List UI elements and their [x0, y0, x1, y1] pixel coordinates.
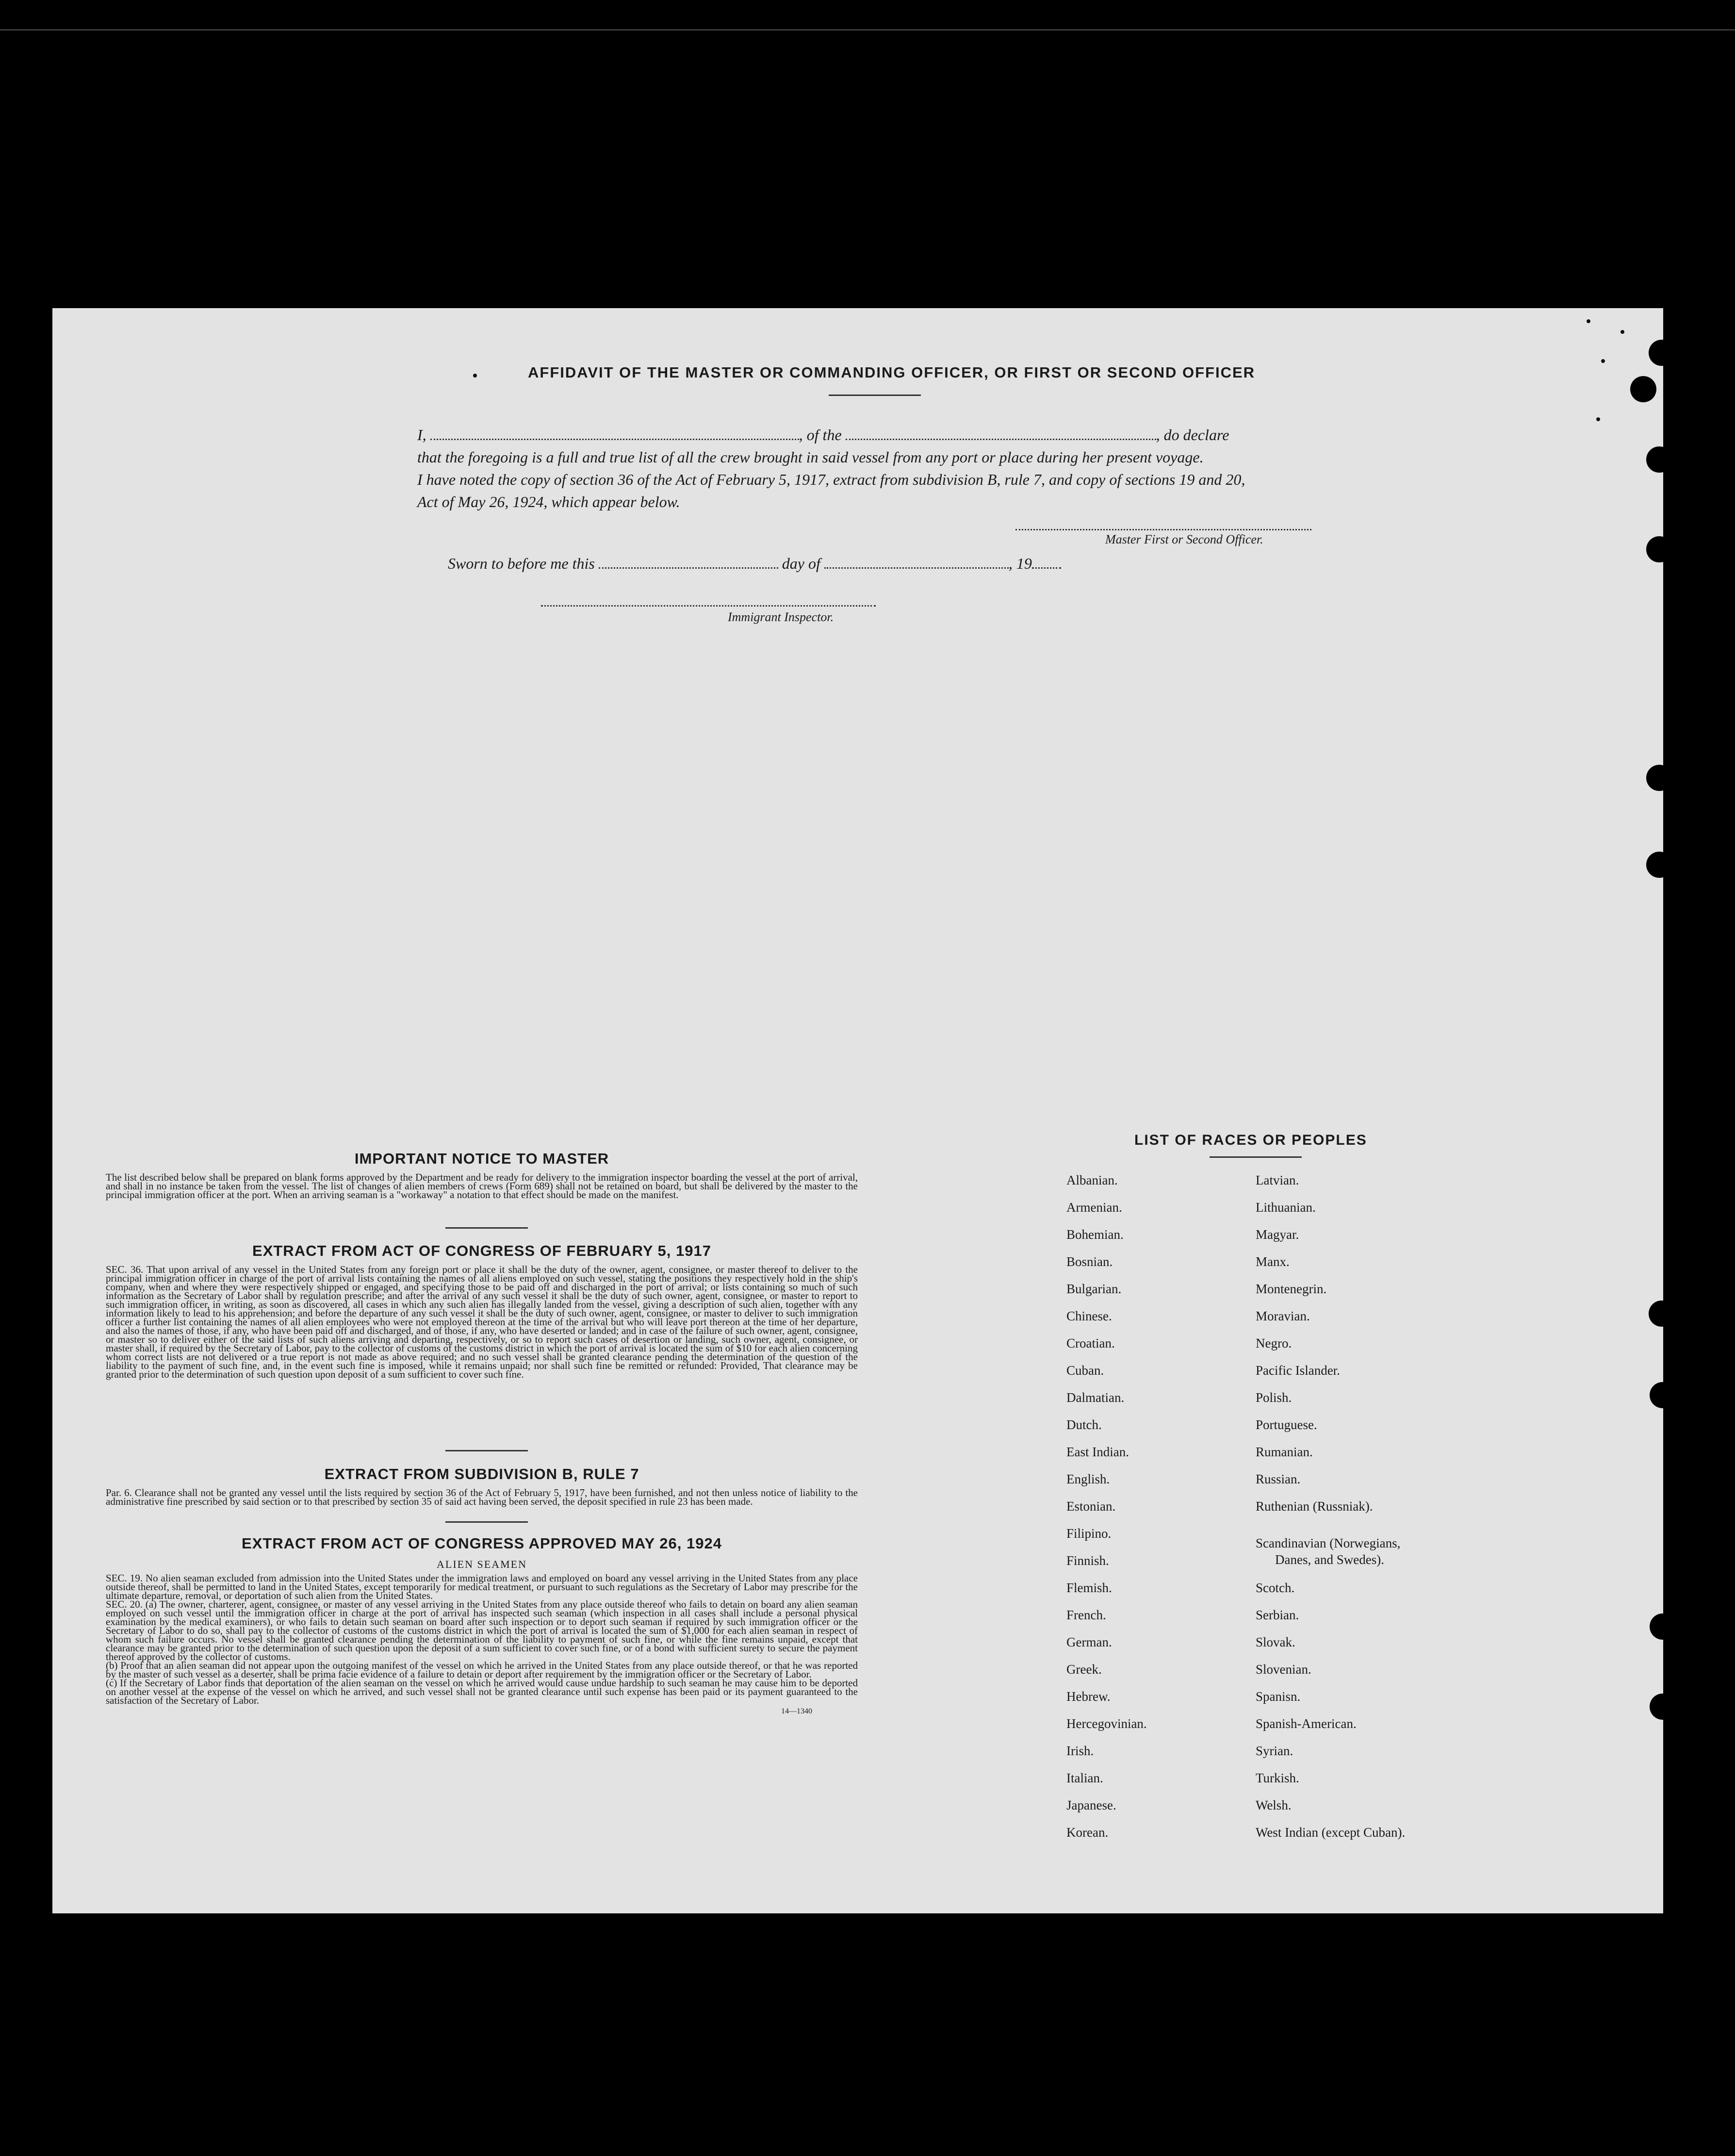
race-item: Moravian. [1256, 1309, 1310, 1323]
rule7-divider [445, 1521, 528, 1523]
binder-hole [1649, 340, 1675, 366]
race-item: Croatian. [1066, 1336, 1115, 1350]
inspector-caption: Immigrant Inspector. [728, 610, 834, 624]
race-item: Portuguese. [1256, 1417, 1317, 1432]
race-item: Negro. [1256, 1336, 1292, 1350]
race-item: Latvian. [1256, 1173, 1299, 1187]
race-item: Manx. [1256, 1254, 1290, 1269]
race-item: Welsh. [1256, 1798, 1292, 1812]
speck [1596, 417, 1600, 421]
race-item: Bohemian. [1066, 1227, 1124, 1242]
binder-hole [1646, 446, 1672, 473]
race-item: Scandinavian (Norwegians, [1256, 1536, 1401, 1550]
race-item: Filipino. [1066, 1526, 1112, 1541]
sworn-month-blank [824, 564, 1009, 569]
race-item: Polish. [1256, 1390, 1292, 1405]
rule7-title: EXTRACT FROM SUBDIVISION B, RULE 7 [324, 1465, 639, 1482]
binder-hole [1650, 1382, 1676, 1408]
race-item: Dutch. [1066, 1417, 1102, 1432]
speck [473, 374, 477, 378]
affidavit-body [417, 424, 1388, 513]
race-item: Albanian. [1066, 1173, 1118, 1187]
race-item: German. [1066, 1635, 1112, 1649]
name-blank [430, 436, 799, 440]
speck [1601, 359, 1605, 363]
race-item: Danes, and Swedes). [1275, 1552, 1384, 1567]
speck [1620, 330, 1624, 334]
do-declare-label: , do declare [1156, 426, 1229, 444]
race-item: Finnish. [1066, 1553, 1109, 1568]
of-the-label: , of the [799, 426, 842, 444]
race-item: Chinese. [1066, 1309, 1112, 1323]
race-item: Spanish-American. [1256, 1716, 1357, 1731]
speck [1587, 319, 1590, 323]
race-item: Greek. [1066, 1662, 1102, 1677]
binder-hole [1630, 376, 1656, 402]
extract-1924-title: EXTRACT FROM ACT OF CONGRESS APPROVED MAY 26, 1924 [242, 1535, 722, 1552]
vessel-blank [846, 436, 1156, 440]
binder-hole [1646, 536, 1672, 562]
race-item: Italian. [1066, 1771, 1103, 1785]
race-item: Flemish. [1066, 1580, 1112, 1595]
race-item: Rumanian. [1256, 1445, 1313, 1459]
race-item: Dalmatian. [1066, 1390, 1125, 1405]
master-signature-line [1015, 529, 1311, 530]
race-item: Magyar. [1256, 1227, 1299, 1242]
extract-1917-title: EXTRACT FROM ACT OF CONGRESS OF FEBRUARY 5, 1917 [252, 1242, 711, 1259]
form-number: 14—1340 [781, 1707, 812, 1715]
sworn-day-blank [599, 564, 778, 569]
day-of-label: day of [782, 555, 820, 572]
races-title: LIST OF RACES OR PEOPLES [1134, 1132, 1367, 1148]
race-item: Irish. [1066, 1744, 1094, 1758]
year-prefix: , 19 [1008, 555, 1032, 572]
race-item: Hebrew. [1066, 1689, 1111, 1704]
race-item: Serbian. [1256, 1608, 1299, 1622]
race-item: Bulgarian. [1066, 1282, 1122, 1296]
races-divider [1210, 1156, 1302, 1158]
affidavit-line-2: that the foregoing is a full and true list of all the crew brought in said vessel from any port or place during her present voyage. [417, 448, 1204, 466]
title-divider [829, 395, 921, 396]
race-item: English. [1066, 1472, 1110, 1486]
race-item: Hercegovinian. [1066, 1716, 1147, 1731]
notice-divider [445, 1227, 528, 1229]
sec-20c: (c) If the Secretary of Labor finds that deportation of the alien seaman on the vessel on which he arrived would cause undue hardship to such seaman he may cause him to be deported on another vessel at the expense of the vessel on which he arrived, and such vessel shall not be granted clearance until such expense has been paid or its payment guaranteed to the satisfaction of the Secretary of Labor. [106, 1677, 858, 1706]
top-border-line [0, 29, 1735, 31]
race-item: Russian. [1256, 1472, 1301, 1486]
sworn-label: Sworn to before me this [448, 555, 595, 572]
race-item: Korean. [1066, 1825, 1109, 1840]
race-item: East Indian. [1066, 1445, 1129, 1459]
race-item: French. [1066, 1608, 1106, 1622]
sworn-year-blank [1032, 564, 1061, 569]
binder-hole [1646, 852, 1672, 878]
master-caption: Master First or Second Officer. [1105, 532, 1263, 546]
race-item: Cuban. [1066, 1363, 1104, 1378]
inspector-signature-line [541, 605, 876, 607]
rule7-body: Par. 6. Clearance shall not be granted any vessel until the lists required by section 36 of the Act of February 5, 1917, have been furnished, and not then unless notice of liability to the administrative fine prescribed by said section or to that prescribed by section 35 of said act having been served, the deposit specified in rule 23 has been made. [106, 1487, 858, 1507]
race-item: Bosnian. [1066, 1254, 1113, 1269]
race-item: Estonian. [1066, 1499, 1116, 1514]
sworn-line [448, 555, 1061, 573]
race-item: Slovenian. [1256, 1662, 1311, 1677]
i-label: I, [417, 426, 426, 444]
race-item: Turkish. [1256, 1771, 1299, 1785]
affidavit-line-1 [417, 424, 1388, 446]
race-item: Montenegrin. [1256, 1282, 1327, 1296]
binder-hole [1650, 1613, 1676, 1640]
notice-body: The list described below shall be prepared on blank forms approved by the Department and be ready for delivery to the immigration inspector boarding the vessel at the port of arrival, and shall in no instance be taken from the vessel. The list of changes of alien members of crews (Form 689) shall not be retained on board, but shall be delivered by the master to the principal immigration officer at the port. When an arriving seaman is a "workaway" a notation to that effect should be made on the manifest. [106, 1171, 858, 1201]
affidavit-line-4: Act of May 26, 1924, which appear below. [417, 493, 680, 510]
sec-20a: SEC. 20. (a) The owner, charterer, agent, consignee, or master of any vessel arriving in the United States from any place outside thereof who fails to detain on board any alien seaman employed on such vessel until the immigration officer in charge at the port of arrival has inspected such seaman (which inspection in all cases shall include a personal physical examination by the medical examiners), or who fails to detain such seaman on board after such inspection or to deport such seaman if required by such immigration officer or the Secretary of Labor to do so, shall pay to the collector of customs of the customs district in which the port of arrival is located the sum of $1,000 for each alien seaman in respect of whom such failure occurs. No vessel shall be granted clearance pending the determination of the liability to payment of such fine, or while the fine remains unpaid, except that clearance may be granted prior to the determination of such question upon the deposit of a sum sufficient to cover such fine, or of a bond with sufficient surety to secure the payment thereof approved by the collector of customs. [106, 1598, 858, 1662]
binder-hole [1649, 1300, 1675, 1327]
race-item: Slovak. [1256, 1635, 1295, 1649]
race-item: West Indian (except Cuban). [1256, 1825, 1406, 1840]
affidavit-title: AFFIDAVIT OF THE MASTER OR COMMANDING OFFICER, OR FIRST OR SECOND OFFICER [528, 364, 1256, 381]
extract-1917-divider [445, 1450, 528, 1451]
race-item: Spanisn. [1256, 1689, 1301, 1704]
race-item: Lithuanian. [1256, 1200, 1316, 1215]
race-item: Syrian. [1256, 1744, 1293, 1758]
sec-20b: (b) Proof that an alien seaman did not appear upon the outgoing manifest of the vessel on which he arrived in the United States from any place outside thereof, or that he was reported by the master of such vessel as a deserter, shall be prima facie evidence of a failure to detain or deport after requirement by the immigration officer or the Secretary of Labor. [106, 1660, 858, 1680]
extract-1924-body [106, 1574, 858, 1705]
sec-19: SEC. 19. No alien seaman excluded from admission into the United States under the immigration laws and employed on board any vessel arriving in the United States from any place outside thereof, shall be permitted to land in the United States, except temporarily for medical treatment, or pursuant to such regulations as the Secretary of Labor may prescribe for the ultimate departure, removal, or deportation of such alien from the United States. [106, 1572, 858, 1601]
race-item: Armenian. [1066, 1200, 1122, 1215]
race-item: Ruthenian (Russniak). [1256, 1499, 1373, 1514]
extract-1917-body: SEC. 36. That upon arrival of any vessel in the United States from any foreign port or place it shall be the duty of the owner, agent, consignee, or master thereof to deliver to the principal immigration officer in charge of the port of arrival lists containing the names of all aliens employed on such vessel, stating the positions they respectively hold in the ship's company, when and where they were respectively shipped or engaged, and specifying those to be paid off and discharged in the port of arrival; or lists containing so much of such information as the Secretary of Labor shall by regulation prescribe; and after the arrival of any such vessel it shall be the duty of such owner, agent, consignee, or master to report to such immigration officer, in writing, as soon as discovered, all cases in which any such alien has illegally landed from the vessel, giving a description of such alien, together with any information likely to lead to his apprehension; and before the departure of any such vessel it shall be the duty of such owner, agent, consignee, or master to deliver to such immigration officer a further list containing the names of all alien employees who were not employed thereon at the time of the arrival but who will leave port thereon at the time of her departure, and also the names of those, if any, who have been paid off and discharged, and of those, if any, who have deserted or landed; and in case of the failure of such owner, agent, consignee, or master so to deliver either of the said lists of such aliens arriving and departing, respectively, or so to report such cases of desertion or landing, such owner, agent, consignee, or master shall, if required by the Secretary of Labor, pay to the collector of customs of the customs district in which the port of arrival is located the sum of $10 for each alien concerning whom correct lists are not delivered or a true report is not made as above required; and no such vessel shall be granted clearance pending the determination of the question of the liability to the payment of such fine, and, in the event such fine is imposed, while it remains unpaid; nor shall such fine be remitted or refunded: Provided, That clearance may be granted prior to the determination of such question upon deposit of a sum sufficient to cover such fine. [106, 1264, 858, 1380]
race-item: Scotch. [1256, 1580, 1295, 1595]
binder-hole [1650, 1694, 1676, 1720]
affidavit-line-3: I have noted the copy of section 36 of the Act of February 5, 1917, extract from subdivision B, rule 7, and copy of sections 19 and 20, [417, 471, 1245, 488]
race-item: Pacific Islander. [1256, 1363, 1340, 1378]
notice-title: IMPORTANT NOTICE TO MASTER [354, 1150, 609, 1167]
race-item: Japanese. [1066, 1798, 1116, 1812]
binder-hole [1646, 765, 1672, 791]
alien-seamen-subtitle: ALIEN SEAMEN [437, 1558, 527, 1570]
document-sheet [52, 308, 1663, 1913]
